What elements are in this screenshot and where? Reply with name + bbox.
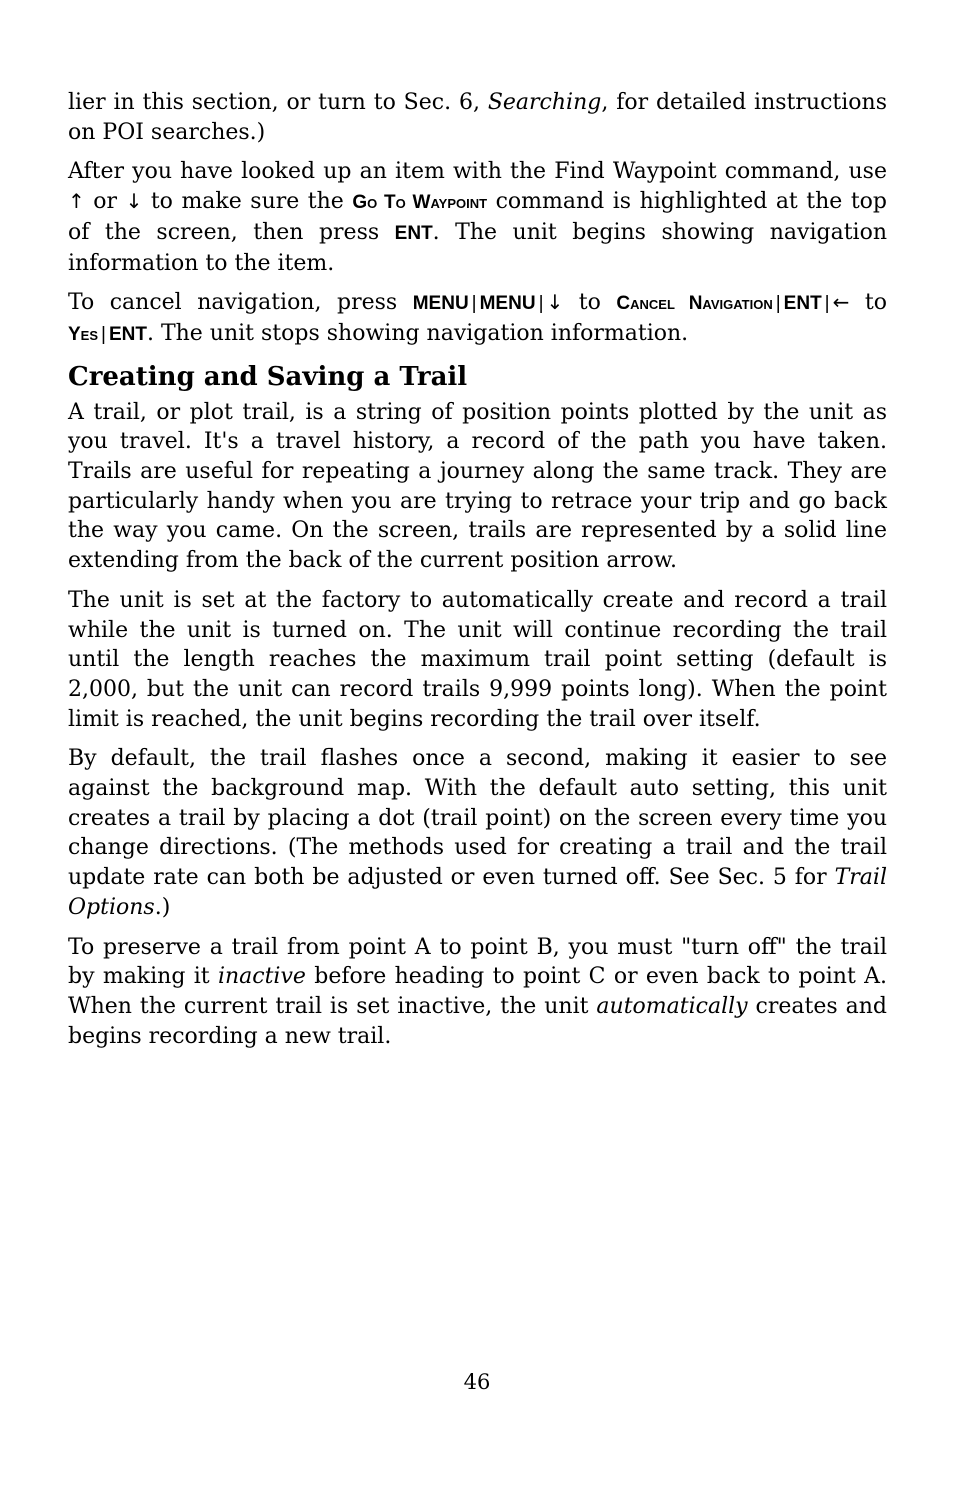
text-run: or: [84, 189, 126, 215]
down-arrow-icon: ↓: [546, 290, 564, 315]
key-name: MENU: [479, 293, 536, 315]
text-run: .): [154, 894, 171, 920]
key-name: ENT: [108, 323, 147, 345]
text-run: . The unit begins showing navigation information to the item.: [68, 219, 888, 276]
text-run: before heading to point C or even back to point A. When the current trail is set inactive, the unit: [68, 964, 888, 1019]
text-run: To preserve a trail from point A to point B, you must "turn off" the trail by making it: [68, 934, 887, 990]
command-name: Cancel Navigation: [616, 293, 773, 315]
up-arrow-icon: ↑: [68, 189, 85, 214]
paragraph-cancel-navigation: [68, 288, 887, 349]
separator: |: [538, 293, 544, 315]
italic-text: automatically: [596, 993, 748, 1019]
text-run: creates and begins recording a new trail.: [68, 993, 888, 1049]
command-name: Go To Waypoint: [352, 192, 488, 214]
paragraph-trail-factory-setting: The unit is set at the factory to automatically create and record a trail while the unit is turned on. The unit will continue recording the trail until the length reaches the maximum trail point setting (default is 2,000, but the unit can record trails 9,999 points long). When the point limit is reached, the unit begins recording the trail over itself.: [68, 587, 887, 732]
text-run: , for detailed instructions on POI searches.): [68, 90, 887, 145]
paragraph-trail-preserve: [68, 933, 887, 1052]
italic-text: inactive: [217, 964, 306, 990]
command-name: Yes: [68, 323, 99, 345]
italic-text: Trail Options: [68, 865, 887, 920]
down-arrow-icon: ↓: [125, 189, 143, 214]
text-run: to make sure the: [142, 189, 353, 215]
key-name: ENT: [394, 222, 433, 244]
separator: |: [775, 293, 781, 315]
paragraph-trail-definition: A trail, or plot trail, is a string of position points plotted by the unit as you travel. It's a travel history, a record of the path you have taken. Trails are useful for repeating a journey along the same track. They are particularly handy when you are trying to retrace your trip and go back the way you came. On the screen, trails are represented by a solid line extending from the back of the current position arrow.: [68, 399, 887, 574]
text-run: to: [849, 290, 887, 316]
paragraph-trail-flashing: [68, 744, 887, 922]
key-name: ENT: [783, 293, 822, 315]
page-number: 46: [463, 1370, 491, 1394]
text-run: To cancel navigation, press: [68, 290, 413, 316]
text-run: . The unit stops showing navigation information.: [146, 320, 689, 346]
text-run: command is highlighted at the top of the screen, then press: [68, 189, 887, 245]
separator: |: [471, 293, 477, 315]
text-run: By default, the trail flashes once a second, making it easier to see against the background map. With the default auto setting, this unit creates a trail by placing a dot (trail point) on the screen every time you change directions. (The methods used for creating a trail and the trail update rate can both be adjusted or even turned off. See Sec. 5 for: [68, 746, 887, 891]
page-body: [68, 88, 887, 1061]
text-run: lier in this section, or turn to Sec. 6,: [68, 90, 488, 115]
text-run: to: [563, 290, 617, 316]
paragraph-goto-waypoint: [68, 157, 887, 278]
italic-text: Searching: [487, 90, 602, 115]
text-run: After you have looked up an item with the Find Waypoint command, use: [68, 159, 887, 185]
paragraph-poi-reference: [68, 88, 887, 147]
separator: |: [101, 323, 106, 345]
key-name: MENU: [412, 293, 469, 315]
separator: |: [824, 293, 830, 315]
section-heading: Creating and Saving a Trail: [68, 361, 468, 392]
left-arrow-icon: ←: [832, 290, 850, 315]
